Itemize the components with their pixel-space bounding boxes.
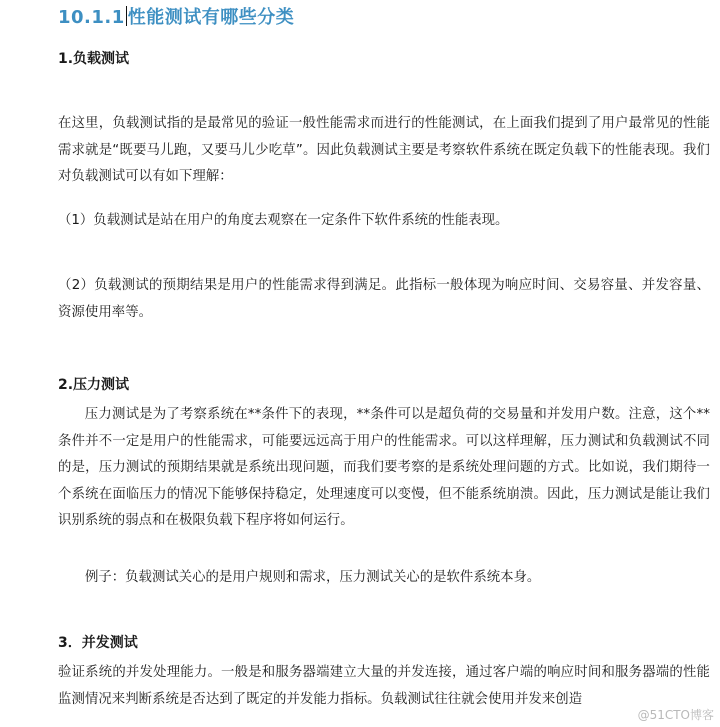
heading-concurrency-test: 3．并发测试 <box>58 635 138 651</box>
paragraph-load-test: 在这里，负载测试指的是最常见的验证一般性能需求而进行的性能测试，在上面我们提到了用户最常见的性能需求就是“既要马儿跑，又要马儿少吃草”。因此负载测试主要是考察软件系统在既定负载下的性能表现。我们对负载测试可以有如下理解： <box>58 116 710 184</box>
heading-stress-test: 2.压力测试 <box>58 377 130 393</box>
title-number: 10.1.1 <box>58 7 125 28</box>
heading-load-test: 1.负载测试 <box>58 51 130 67</box>
title-text: 性能测试有哪些分类 <box>127 7 295 28</box>
list-item-2: （2）负载测试的预期结果是用户的性能需求得到满足。此指标一般体现为响应时间、交易容量、并发容量、资源使用率等。 <box>58 278 710 320</box>
paragraph-stress-test: 压力测试是为了考察系统在**条件下的表现，**条件可以是超负荷的交易量和并发用户数。注意，这个** 条件并不一定是用户的性能需求，可能要远远高于用户的性能需求。可以这样理解，压力测试和负载测试不同的是，压力测试的预期结果就是系统出现问题，而我们要考察的是系统处理问题的方式。比如说，我们期待一个系统在面临压力的情况下能够保持稳定，处理速度可以变慢，但不能系统崩溃。因此，压力测试是能让我们识别系统的弱点和在极限负载下程序将如何运行。 <box>58 407 710 528</box>
section-title <box>58 5 294 31</box>
text-cursor <box>126 6 127 26</box>
paragraph-example: 例子：负载测试关心的是用户规则和需求，压力测试关心的是软件系统本身。 <box>85 570 541 585</box>
paragraph-concurrency-test: 验证系统的并发处理能力。一般是和服务器端建立大量的并发连接，通过客户端的响应时间和服务器端的性能监测情况来判断系统是否达到了既定的并发能力指标。负载测试往往就会使用并发来创造 <box>58 665 710 707</box>
list-item-1: （1）负载测试是站在用户的角度去观察在一定条件下软件系统的性能表现。 <box>58 213 509 228</box>
watermark: @51CTO博客 <box>637 708 714 722</box>
